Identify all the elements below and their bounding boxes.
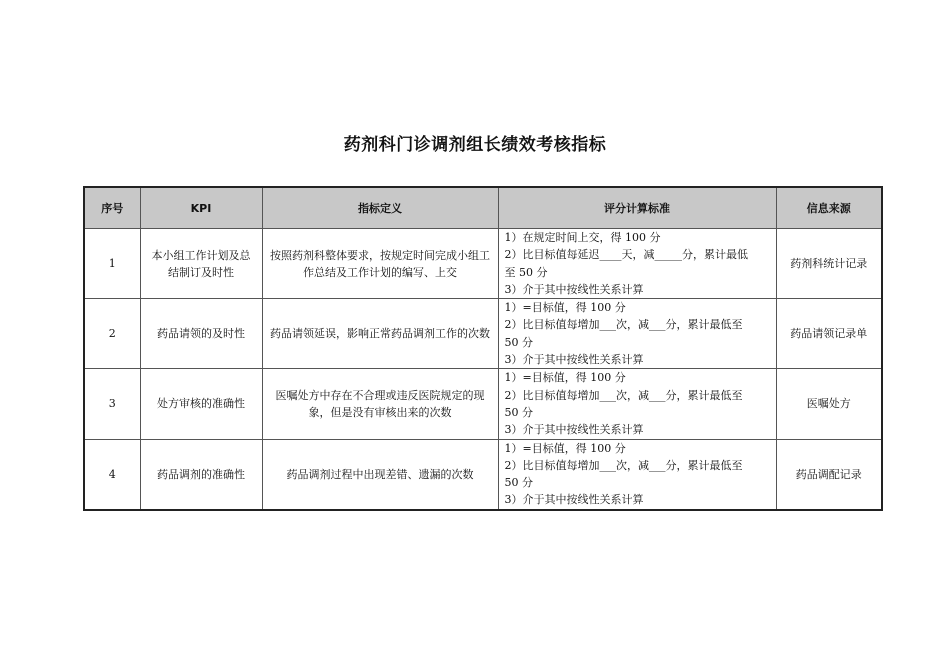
row-definition: 医嘱处方中存在不合理或违反医院规定的现象，但是没有审核出来的次数 (262, 369, 498, 439)
row-rules (498, 439, 776, 510)
rule-line: 1）=目标值，得 100 分 (504, 301, 626, 315)
row-source: 药品调配记录 (776, 439, 882, 510)
row-rules (498, 299, 776, 369)
row-no: 3 (84, 369, 140, 439)
page-title: 药剂科门诊调剂组长绩效考核指标 (343, 135, 607, 155)
kpi-table (83, 186, 883, 511)
row-source: 药品请领记录单 (776, 299, 882, 369)
row-definition: 药品调剂过程中出现差错、遗漏的次数 (262, 439, 498, 510)
header-definition: 指标定义 (262, 187, 498, 229)
rule-line: 2）比目标值每增加___次，减___分，累计最低至 (504, 458, 743, 472)
rule-line: 50 分 (504, 476, 533, 490)
rule-line: 至 50 分 (504, 265, 548, 279)
rule-line: 3）介于其中按线性关系计算 (504, 423, 644, 437)
table-row (84, 369, 882, 439)
rule-line: 2）比目标值每延迟____天，减_____分，累计最低 (504, 248, 748, 262)
row-no: 1 (84, 229, 140, 299)
row-source: 药剂科统计记录 (776, 229, 882, 299)
rule-line: 1）=目标值，得 100 分 (504, 441, 626, 455)
rule-line: 50 分 (504, 335, 533, 349)
rule-line: 3）介于其中按线性关系计算 (504, 353, 644, 367)
header-kpi: KPI (140, 187, 262, 229)
table-row (84, 299, 882, 369)
row-rules (498, 229, 776, 299)
row-definition: 按照药剂科整体要求，按规定时间完成小组工作总结及工作计划的编写、上交 (262, 229, 498, 299)
row-kpi: 药品调剂的准确性 (140, 439, 262, 510)
row-definition: 药品请领延误，影响正常药品调剂工作的次数 (262, 299, 498, 369)
table-row (84, 439, 882, 510)
rule-line: 2）比目标值每增加___次，减___分，累计最低至 (504, 388, 743, 402)
rule-line: 1）在规定时间上交，得 100 分 (504, 231, 661, 244)
header-rules: 评分计算标准 (498, 187, 776, 229)
rule-line: 3）介于其中按线性关系计算 (504, 493, 644, 507)
rule-line: 1）=目标值，得 100 分 (504, 371, 626, 385)
row-source: 医嘱处方 (776, 369, 882, 439)
row-kpi: 处方审核的准确性 (140, 369, 262, 439)
header-source: 信息来源 (776, 187, 882, 229)
table-header-row (84, 187, 882, 229)
rule-line: 3）介于其中按线性关系计算 (504, 282, 644, 296)
row-no: 2 (84, 299, 140, 369)
rule-line: 50 分 (504, 405, 533, 419)
header-no: 序号 (84, 187, 140, 229)
row-no: 4 (84, 439, 140, 510)
table-row (84, 229, 882, 299)
rule-line: 2）比目标值每增加___次，减___分，累计最低至 (504, 318, 743, 332)
row-rules (498, 369, 776, 439)
row-kpi: 本小组工作计划及总结制订及时性 (140, 229, 262, 299)
row-kpi: 药品请领的及时性 (140, 299, 262, 369)
